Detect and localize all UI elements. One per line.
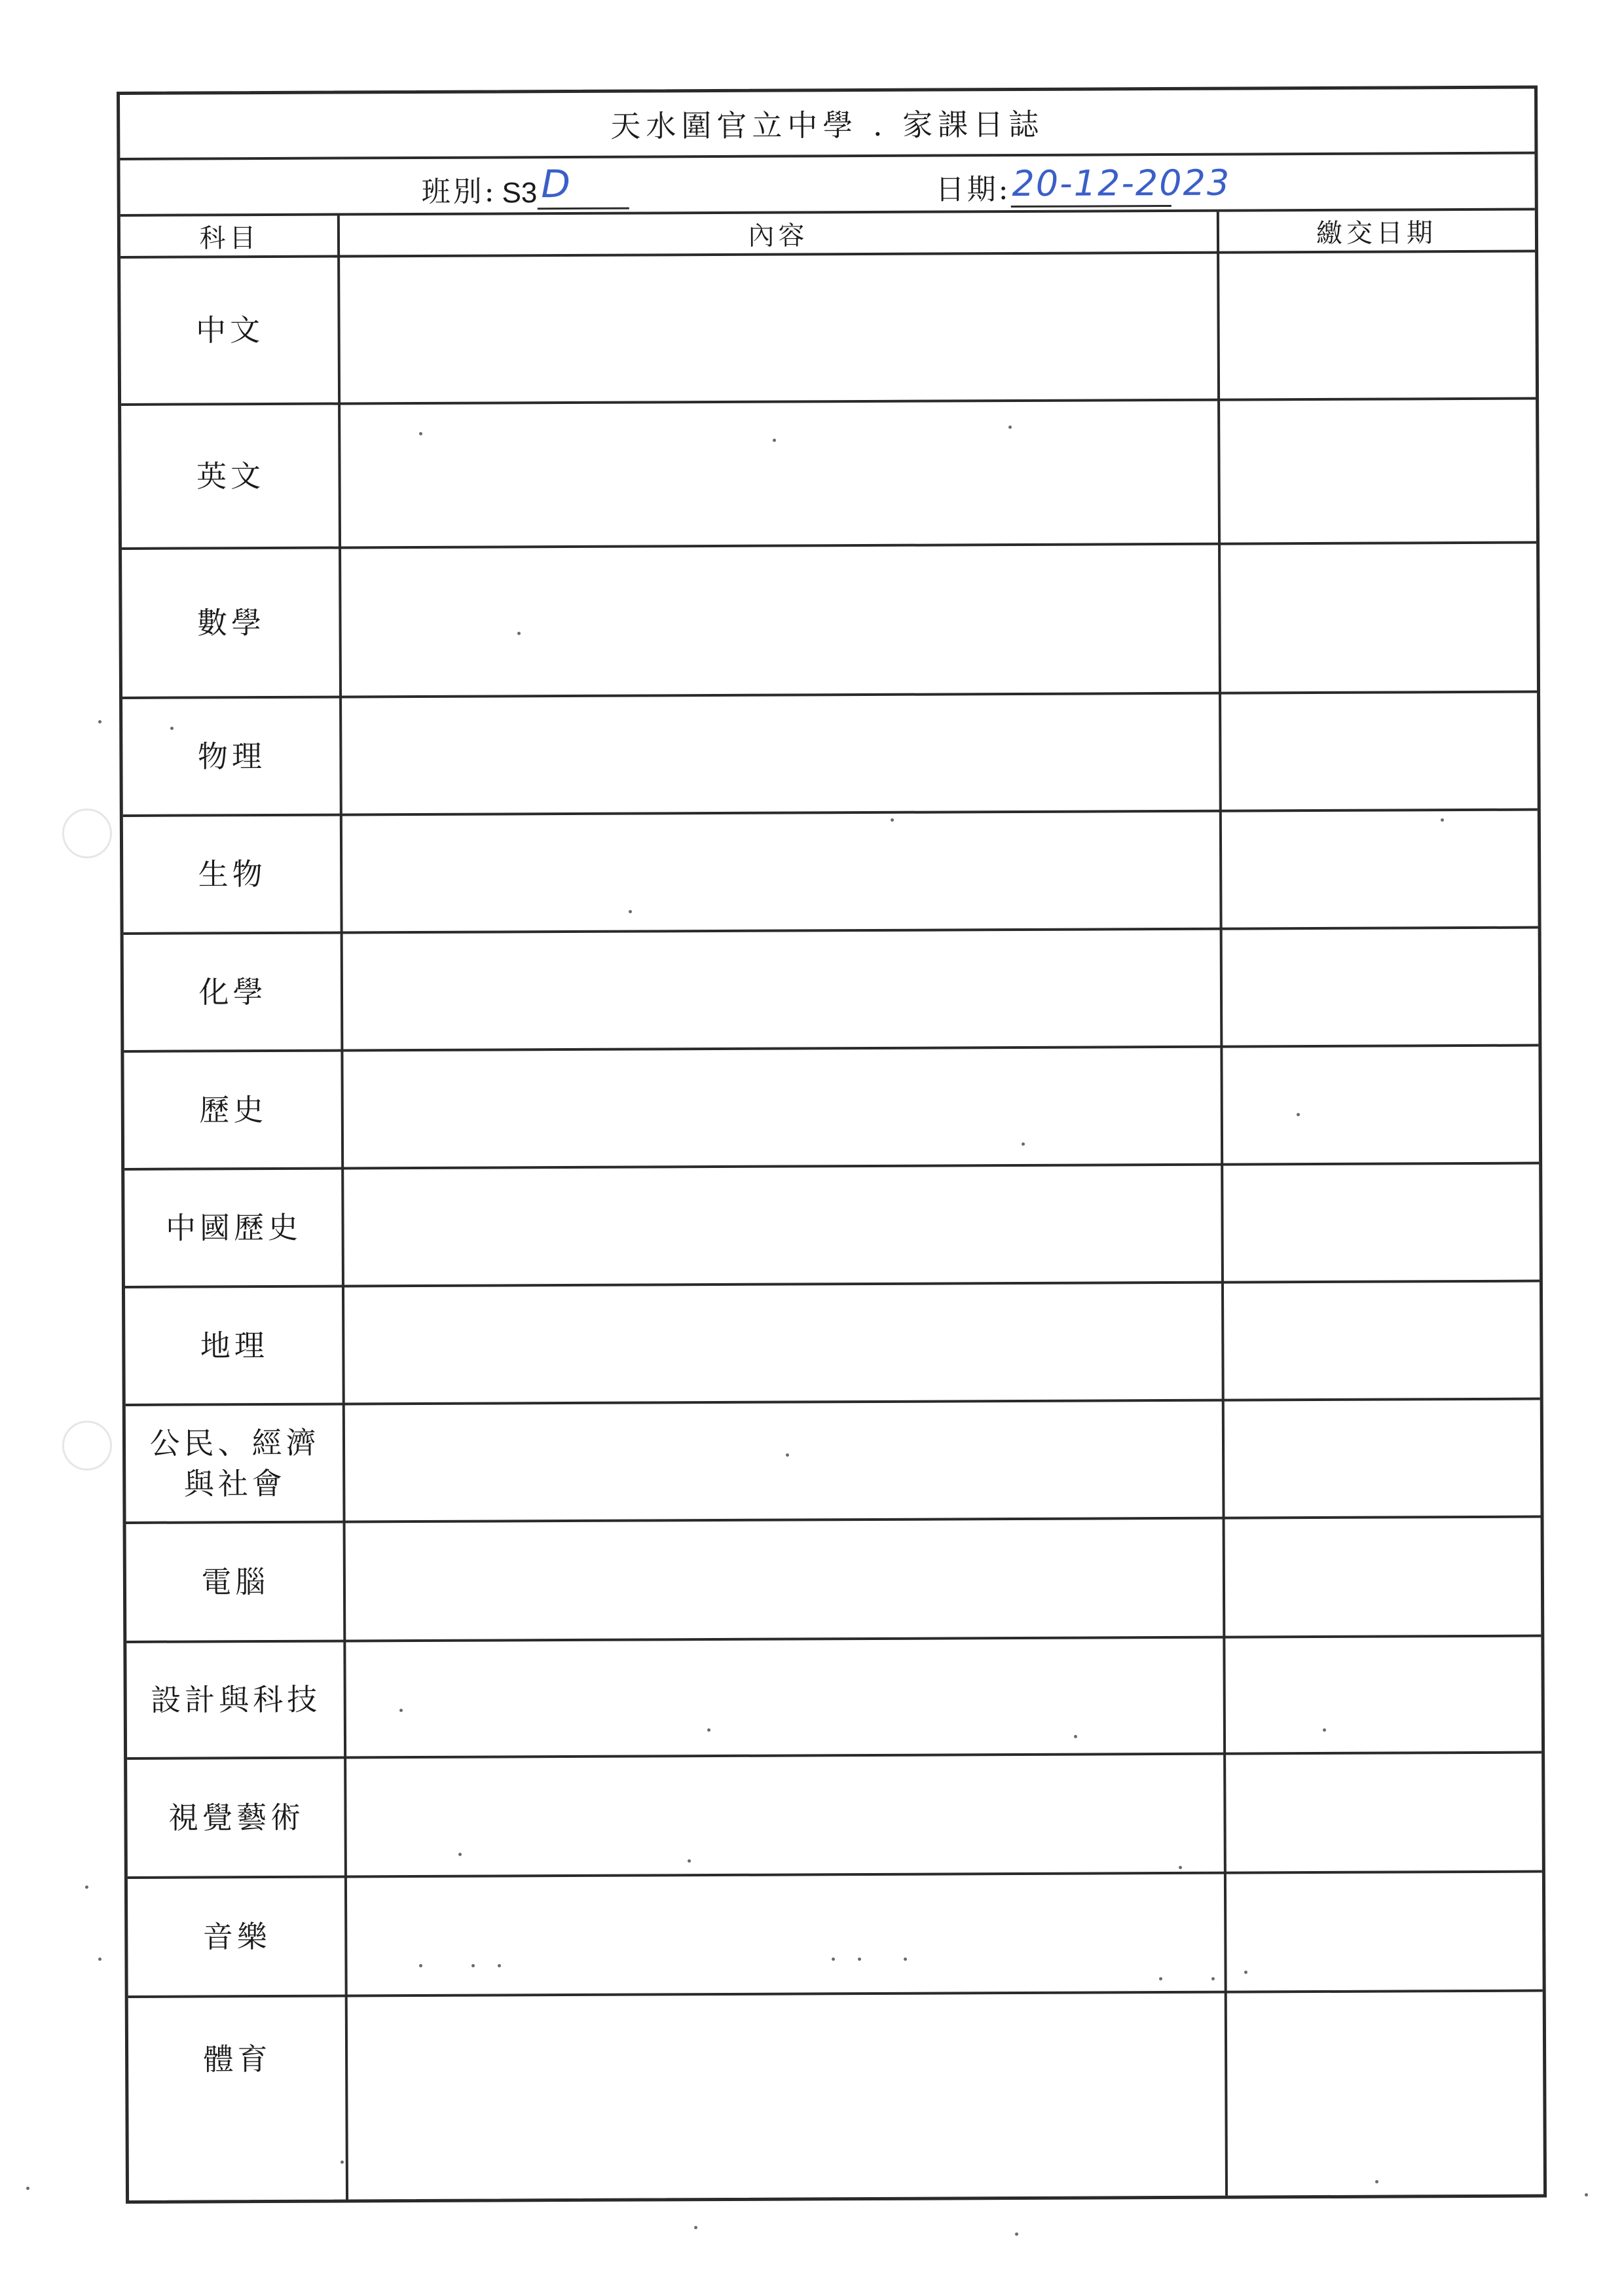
subject-column-header: 科目 <box>199 223 260 253</box>
table-row <box>127 1754 1542 1879</box>
due-date-cell[interactable] <box>1219 253 1536 399</box>
scan-speck <box>1022 1142 1025 1146</box>
due-date-cell[interactable] <box>1221 544 1537 692</box>
subject-name: 歷史 <box>199 1091 268 1128</box>
table-row <box>126 1637 1541 1760</box>
homework-table <box>120 211 1543 2200</box>
due-date-cell[interactable] <box>1224 1283 1540 1399</box>
scan-speck <box>891 818 894 822</box>
table-row <box>122 544 1537 699</box>
due-date-cell[interactable] <box>1225 1400 1541 1517</box>
content-cell[interactable] <box>346 1755 1224 1876</box>
table-row <box>122 693 1538 817</box>
due-date-cell[interactable] <box>1225 1518 1541 1636</box>
scan-speck <box>1015 2232 1018 2236</box>
date-field <box>935 162 1231 208</box>
scan-speck <box>341 2160 344 2164</box>
table-row <box>125 1283 1540 1406</box>
table-body <box>120 253 1543 2200</box>
scan-speck <box>904 1958 907 1961</box>
subject-cell <box>125 1288 344 1404</box>
subject-name: 英文 <box>196 458 265 494</box>
scan-speck <box>85 1886 88 1889</box>
content-cell[interactable] <box>344 1166 1221 1285</box>
date-handwritten-value: 20-12-2023 <box>1012 162 1231 205</box>
subject-name: 電腦 <box>201 1563 270 1600</box>
scan-speck <box>629 910 632 913</box>
subject-name: 設計與科技 <box>151 1681 322 1718</box>
scan-speck <box>832 1958 835 1961</box>
subject-cell <box>126 1643 345 1757</box>
subject-cell <box>120 258 339 403</box>
table-row <box>124 1047 1539 1171</box>
class-fill-line[interactable] <box>537 161 629 210</box>
content-cell[interactable] <box>340 254 1217 403</box>
content-cell[interactable] <box>343 930 1221 1049</box>
scan-speck <box>98 720 101 723</box>
form-title: 天水圍官立中學 . 家課日誌 <box>120 89 1534 160</box>
due-date-cell[interactable] <box>1227 1873 1543 1991</box>
due-date-cell[interactable] <box>1227 1992 1543 2117</box>
content-cell[interactable] <box>344 1284 1222 1403</box>
subject-cell <box>122 699 341 814</box>
content-cell[interactable] <box>348 1994 1225 2121</box>
punch-hole-mark <box>62 809 112 858</box>
subject-name: 物理 <box>197 738 267 774</box>
scan-speck <box>170 727 174 730</box>
subject-name: 視覺藝術 <box>168 1799 305 1836</box>
table-row <box>126 1518 1541 1643</box>
due-date-cell[interactable] <box>1222 811 1538 928</box>
scan-speck <box>1244 1971 1247 1974</box>
scan-speck <box>858 1958 861 1961</box>
due-date-cell[interactable] <box>1225 1637 1541 1753</box>
scan-speck <box>1211 1977 1215 1980</box>
scan-speck <box>1297 1113 1300 1116</box>
subject-name: 地理 <box>200 1327 268 1364</box>
subject-cell <box>126 1523 345 1641</box>
scan-speck <box>26 2187 29 2190</box>
table-row <box>124 1165 1540 1288</box>
subject-cell <box>128 1997 347 2121</box>
scan-speck <box>517 632 521 635</box>
subject-cell <box>126 1406 344 1522</box>
due-date-cell[interactable] <box>1220 400 1536 543</box>
scan-speck <box>399 1709 403 1712</box>
scan-speck <box>458 1853 462 1856</box>
scan-speck <box>1441 818 1444 822</box>
subject-name-line2: 與社會 <box>183 1465 286 1502</box>
scan-speck <box>1074 1735 1077 1738</box>
scan-speck <box>707 1728 710 1732</box>
subject-cell <box>121 405 340 547</box>
scan-speck <box>98 1958 101 1961</box>
due-date-column-header: 繳交日期 <box>1316 217 1437 249</box>
homework-diary-form <box>117 86 1547 2204</box>
subject-name: 體育 <box>203 2041 272 2077</box>
scan-speck <box>1008 426 1012 429</box>
content-cell[interactable] <box>343 1048 1221 1167</box>
content-column-header: 內容 <box>748 220 809 251</box>
table-row <box>126 1400 1541 1524</box>
content-cell[interactable] <box>341 545 1219 696</box>
subject-cell <box>124 1052 342 1168</box>
content-cell[interactable] <box>345 1402 1223 1521</box>
subject-name: 中國歷史 <box>165 1209 303 1246</box>
content-cell[interactable] <box>342 695 1219 814</box>
subject-name: 音樂 <box>202 1918 271 1955</box>
scan-speck <box>786 1453 789 1457</box>
table-row <box>128 1873 1543 1998</box>
scan-speck <box>694 2226 697 2229</box>
class-handwritten-value: D <box>541 161 572 207</box>
content-cell[interactable] <box>342 812 1220 932</box>
table-row <box>128 1992 1543 2122</box>
scan-speck <box>1323 1728 1326 1732</box>
scan-speck <box>1585 2193 1588 2196</box>
due-date-cell[interactable] <box>1221 693 1538 810</box>
subject-cell <box>124 934 342 1050</box>
table-row <box>123 811 1538 935</box>
date-fill-line[interactable] <box>1010 162 1231 208</box>
class-prefix: S3 <box>502 177 538 210</box>
table-header-row <box>120 211 1535 259</box>
subject-cell <box>128 1878 346 1995</box>
due-date-cell[interactable] <box>1223 1165 1540 1281</box>
scan-speck <box>419 1964 422 1967</box>
due-date-cell[interactable] <box>1226 1754 1542 1872</box>
punch-hole-mark <box>62 1421 112 1470</box>
content-cell[interactable] <box>341 401 1218 547</box>
content-cell[interactable] <box>346 1520 1223 1640</box>
form-meta-row <box>120 155 1534 217</box>
date-label: 日期: <box>935 173 1011 207</box>
subject-cell <box>122 549 341 697</box>
scan-speck <box>773 439 776 442</box>
subject-name: 中文 <box>195 312 265 348</box>
scan-speck <box>471 1964 475 1967</box>
due-date-cell[interactable] <box>1223 1047 1539 1163</box>
class-label: 班別: <box>421 175 497 209</box>
scan-speck <box>1375 2180 1378 2183</box>
table-row <box>124 929 1539 1053</box>
due-date-cell[interactable] <box>1223 929 1539 1046</box>
content-cell[interactable] <box>347 1874 1225 1995</box>
scan-speck <box>419 432 422 435</box>
subject-cell <box>124 1170 343 1286</box>
subject-name: 數學 <box>196 604 266 641</box>
subject-name: 公民、經濟 <box>149 1425 320 1461</box>
scan-speck <box>688 1859 691 1863</box>
class-field <box>421 161 629 210</box>
scan-speck <box>498 1964 501 1967</box>
subject-name: 化學 <box>198 974 267 1010</box>
subject-name: 生物 <box>198 856 267 892</box>
scan-speck <box>1179 1866 1182 1869</box>
table-row <box>121 400 1536 550</box>
table-row <box>120 253 1536 406</box>
subject-cell <box>123 816 342 932</box>
subject-cell <box>127 1759 346 1876</box>
scan-speck <box>1159 1977 1162 1980</box>
content-cell[interactable] <box>346 1639 1223 1757</box>
